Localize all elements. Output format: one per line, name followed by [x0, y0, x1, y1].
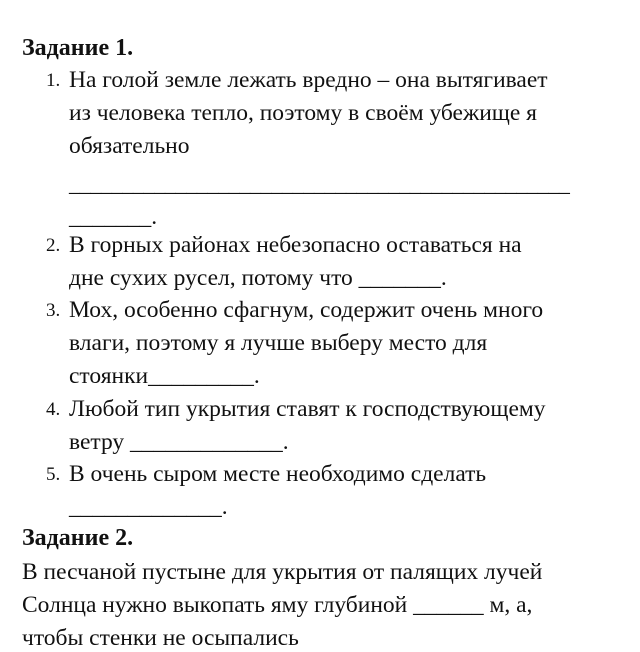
- item-4-number: 4.: [46, 399, 61, 420]
- item-1-number: 1.: [46, 70, 61, 91]
- task-2-line-2: Солнца нужно выкопать яму глубиной ______ м, а,: [22, 592, 533, 618]
- item-1-line-3: обязательно: [69, 133, 190, 159]
- item-3-line-2: влаги, поэтому я лучше выберу место для: [69, 330, 488, 356]
- item-2-line-2: дне сухих русел, потому что _______.: [69, 265, 447, 291]
- task-2-line-1: В песчаной пустыне для укрытия от палящих лучей: [22, 559, 543, 585]
- item-5-line-1: В очень сыром месте необходимо сделать: [69, 461, 487, 487]
- item-1-answer-blank: _______________________________________________: [69, 171, 570, 196]
- item-4-line-1: Любой тип укрытия ставят к господствующему: [69, 396, 546, 422]
- item-4-line-2: ветру _____________.: [69, 429, 289, 455]
- item-5-line-2: _____________.: [69, 494, 228, 520]
- task-2-heading: Задание 2.: [22, 525, 134, 551]
- item-1-line-1: На голой земле лежать вредно – она вытягивает: [69, 67, 548, 93]
- task-1-heading: Задание 1.: [22, 35, 134, 61]
- item-3-line-3: стоянки_________.: [69, 363, 260, 389]
- item-3-line-1: Мох, особенно сфагнум, содержит очень много: [69, 297, 544, 323]
- item-1-line-2: из человека тепло, поэтому в своём убежище я: [69, 100, 537, 126]
- item-3-number: 3.: [46, 300, 61, 321]
- item-1-line-5: _______.: [69, 204, 158, 230]
- task-2-line-3: чтобы стенки не осыпались: [22, 625, 299, 651]
- item-2-line-1: В горных районах небезопасно оставаться на: [69, 232, 522, 258]
- item-2-number: 2.: [46, 235, 61, 256]
- item-5-number: 5.: [46, 464, 61, 485]
